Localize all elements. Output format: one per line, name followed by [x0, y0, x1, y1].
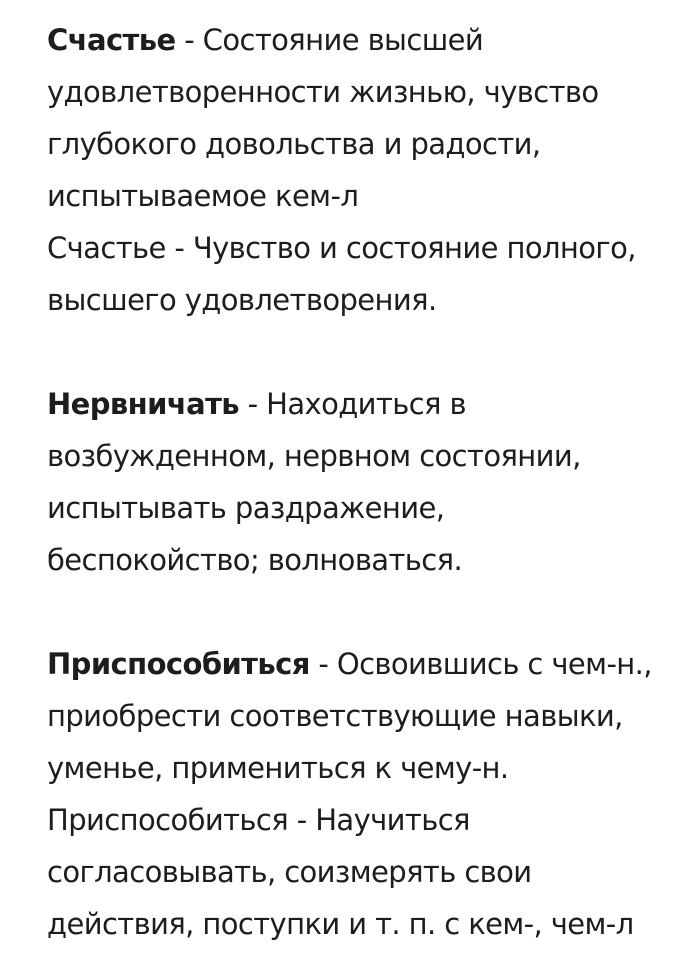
- entry-first-line: [47, 378, 687, 430]
- entry-line: беспокойство; волноваться.: [47, 543, 463, 577]
- entry-line: испытывать раздражение,: [47, 491, 445, 525]
- entry-separator: [47, 326, 687, 378]
- entry-line: действия, поступки и т. п. с кем-, чем-л: [47, 907, 634, 941]
- entry-definition-start: - Освоившись с чем-н.,: [309, 647, 652, 681]
- entry-first-line: [47, 14, 687, 66]
- definition-entry-be-nervous: [47, 378, 687, 586]
- entry-line: удовлетворенности жизнью, чувство: [47, 75, 599, 109]
- entry-definition-start: - Находиться в: [239, 387, 466, 421]
- entry-line: приобрести соответствующие навыки,: [47, 699, 623, 733]
- entry-separator: [47, 586, 687, 638]
- definition-entry-happiness: [47, 14, 687, 326]
- entry-term: Счастье: [47, 23, 176, 57]
- entry-first-line: [47, 638, 687, 690]
- entry-definition-start: - Состояние высшей: [175, 23, 484, 57]
- entry-line: глубокого довольства и радости,: [47, 127, 541, 161]
- entry-line: возбужденном, нервном состоянии,: [47, 439, 581, 473]
- entry-line: уменье, примениться к чему-н.: [47, 751, 509, 785]
- entry-line: Счастье - Чувство и состояние полного,: [47, 231, 636, 265]
- entry-term: Нервничать: [47, 387, 240, 421]
- entry-term: Приспособиться: [47, 647, 310, 681]
- definitions-document: [47, 14, 687, 950]
- definition-entry-adapt: [47, 638, 687, 950]
- entry-line: испытываемое кем-л: [47, 179, 359, 213]
- entry-line: согласовывать, соизмерять свои: [47, 855, 532, 889]
- entry-line: высшего удовлетворения.: [47, 283, 437, 317]
- entry-line: Приспособиться - Научиться: [47, 803, 470, 837]
